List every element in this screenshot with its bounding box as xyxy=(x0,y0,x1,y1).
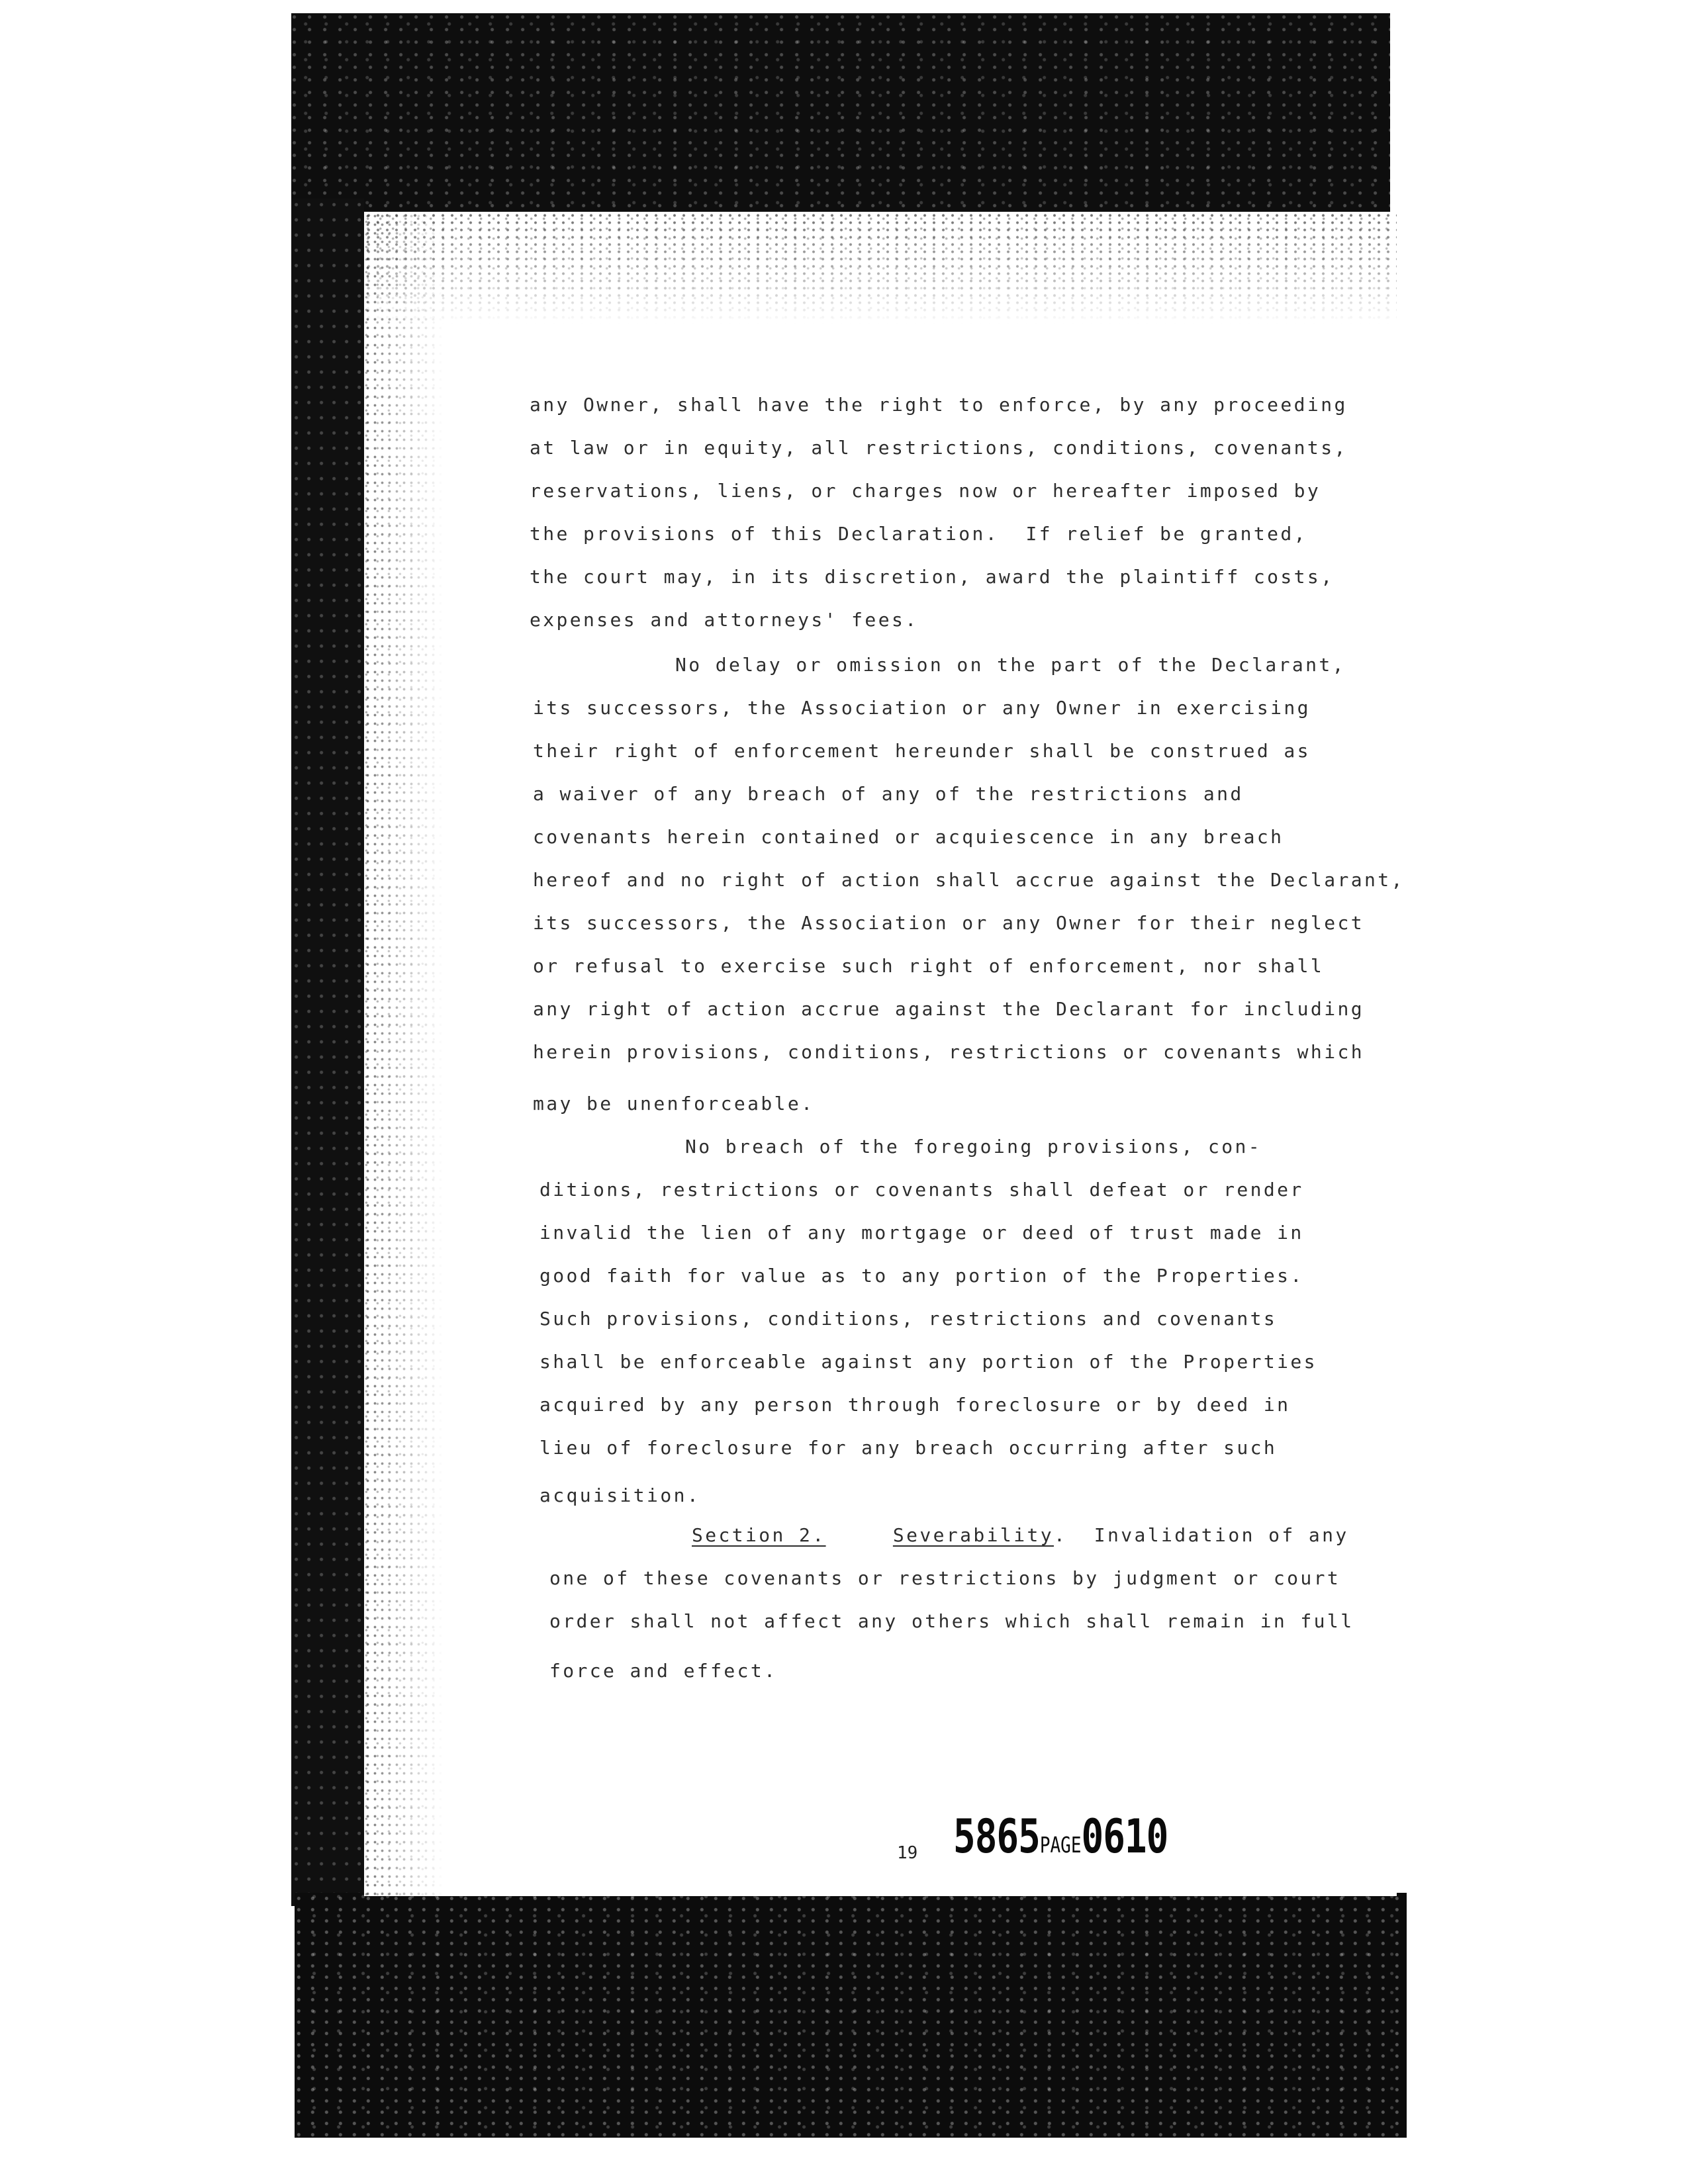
section-first-line-text: . Invalidation of any xyxy=(1053,1524,1349,1546)
text-line: the court may, in its discretion, award the plaintiff costs, xyxy=(530,566,1335,588)
text-line: No delay or omission on the part of the Declarant, xyxy=(675,654,1346,676)
stamp-page-number: 0610 xyxy=(1081,1810,1168,1864)
text-line: ditions, restrictions or covenants shall defeat or render xyxy=(539,1179,1304,1201)
text-line: reservations, liens, or charges now or hereafter imposed by xyxy=(530,480,1321,502)
section-number: Section 2. xyxy=(692,1524,826,1546)
text-line: any right of action accrue against the Declarant for including xyxy=(533,998,1364,1020)
text-line: at law or in equity, all restrictions, conditions, covenants, xyxy=(530,437,1348,459)
scan-frame-left xyxy=(291,199,364,1906)
text-line: shall be enforceable against any portion of the Properties xyxy=(539,1351,1317,1373)
text-line: may be unenforceable. xyxy=(533,1093,815,1115)
stamp-book-number: 5865 xyxy=(953,1810,1040,1864)
text-line: invalid the lien of any mortgage or deed of trust made in xyxy=(539,1222,1304,1244)
text-line: covenants herein contained or acquiescence in any breach xyxy=(533,826,1284,848)
text-line: lieu of foreclosure for any breach occurring after such xyxy=(539,1437,1278,1459)
page-number: 19 xyxy=(897,1843,918,1863)
scan-noise-top xyxy=(364,212,1397,324)
scan-frame-top xyxy=(291,13,1390,212)
text-line: No breach of the foregoing provisions, con- xyxy=(685,1136,1262,1158)
section-title: Severability xyxy=(892,1524,1054,1546)
text-line: or refusal to exercise such right of enforcement, nor shall xyxy=(533,955,1325,977)
text-line: force and effect. xyxy=(549,1660,778,1682)
text-line: a waiver of any breach of any of the restrictions and xyxy=(533,783,1244,805)
stamp-page-label: PAGE xyxy=(1039,1833,1082,1858)
text-line: acquisition. xyxy=(539,1484,701,1506)
text-line: herein provisions, conditions, restrictions or covenants which xyxy=(533,1041,1364,1063)
text-line: their right of enforcement hereunder shall be construed as xyxy=(533,740,1311,762)
text-line: acquired by any person through foreclosure or by deed in xyxy=(539,1394,1291,1416)
scan-noise-left xyxy=(364,212,444,1896)
text-line: hereof and no right of action shall accrue against the Declarant, xyxy=(533,869,1405,891)
recording-stamp xyxy=(953,1810,1168,1864)
scan-frame-bottom xyxy=(295,1893,1407,2138)
text-line: one of these covenants or restrictions by judgment or court xyxy=(549,1567,1341,1589)
text-line: any Owner, shall have the right to enforce, by any proceeding xyxy=(530,394,1348,416)
text-line: the provisions of this Declaration. If relief be granted, xyxy=(530,523,1307,545)
text-line: its successors, the Association or any Owner for their neglect xyxy=(533,912,1364,934)
text-line: expenses and attorneys' fees. xyxy=(530,609,919,631)
text-line: Such provisions, conditions, restrictions and covenants xyxy=(539,1308,1278,1330)
text-line: good faith for value as to any portion of the Properties. xyxy=(539,1265,1304,1287)
section-heading-line xyxy=(692,1522,1349,1549)
text-line: order shall not affect any others which shall remain in full xyxy=(549,1610,1354,1632)
text-line: its successors, the Association or any Owner in exercising xyxy=(533,697,1311,719)
